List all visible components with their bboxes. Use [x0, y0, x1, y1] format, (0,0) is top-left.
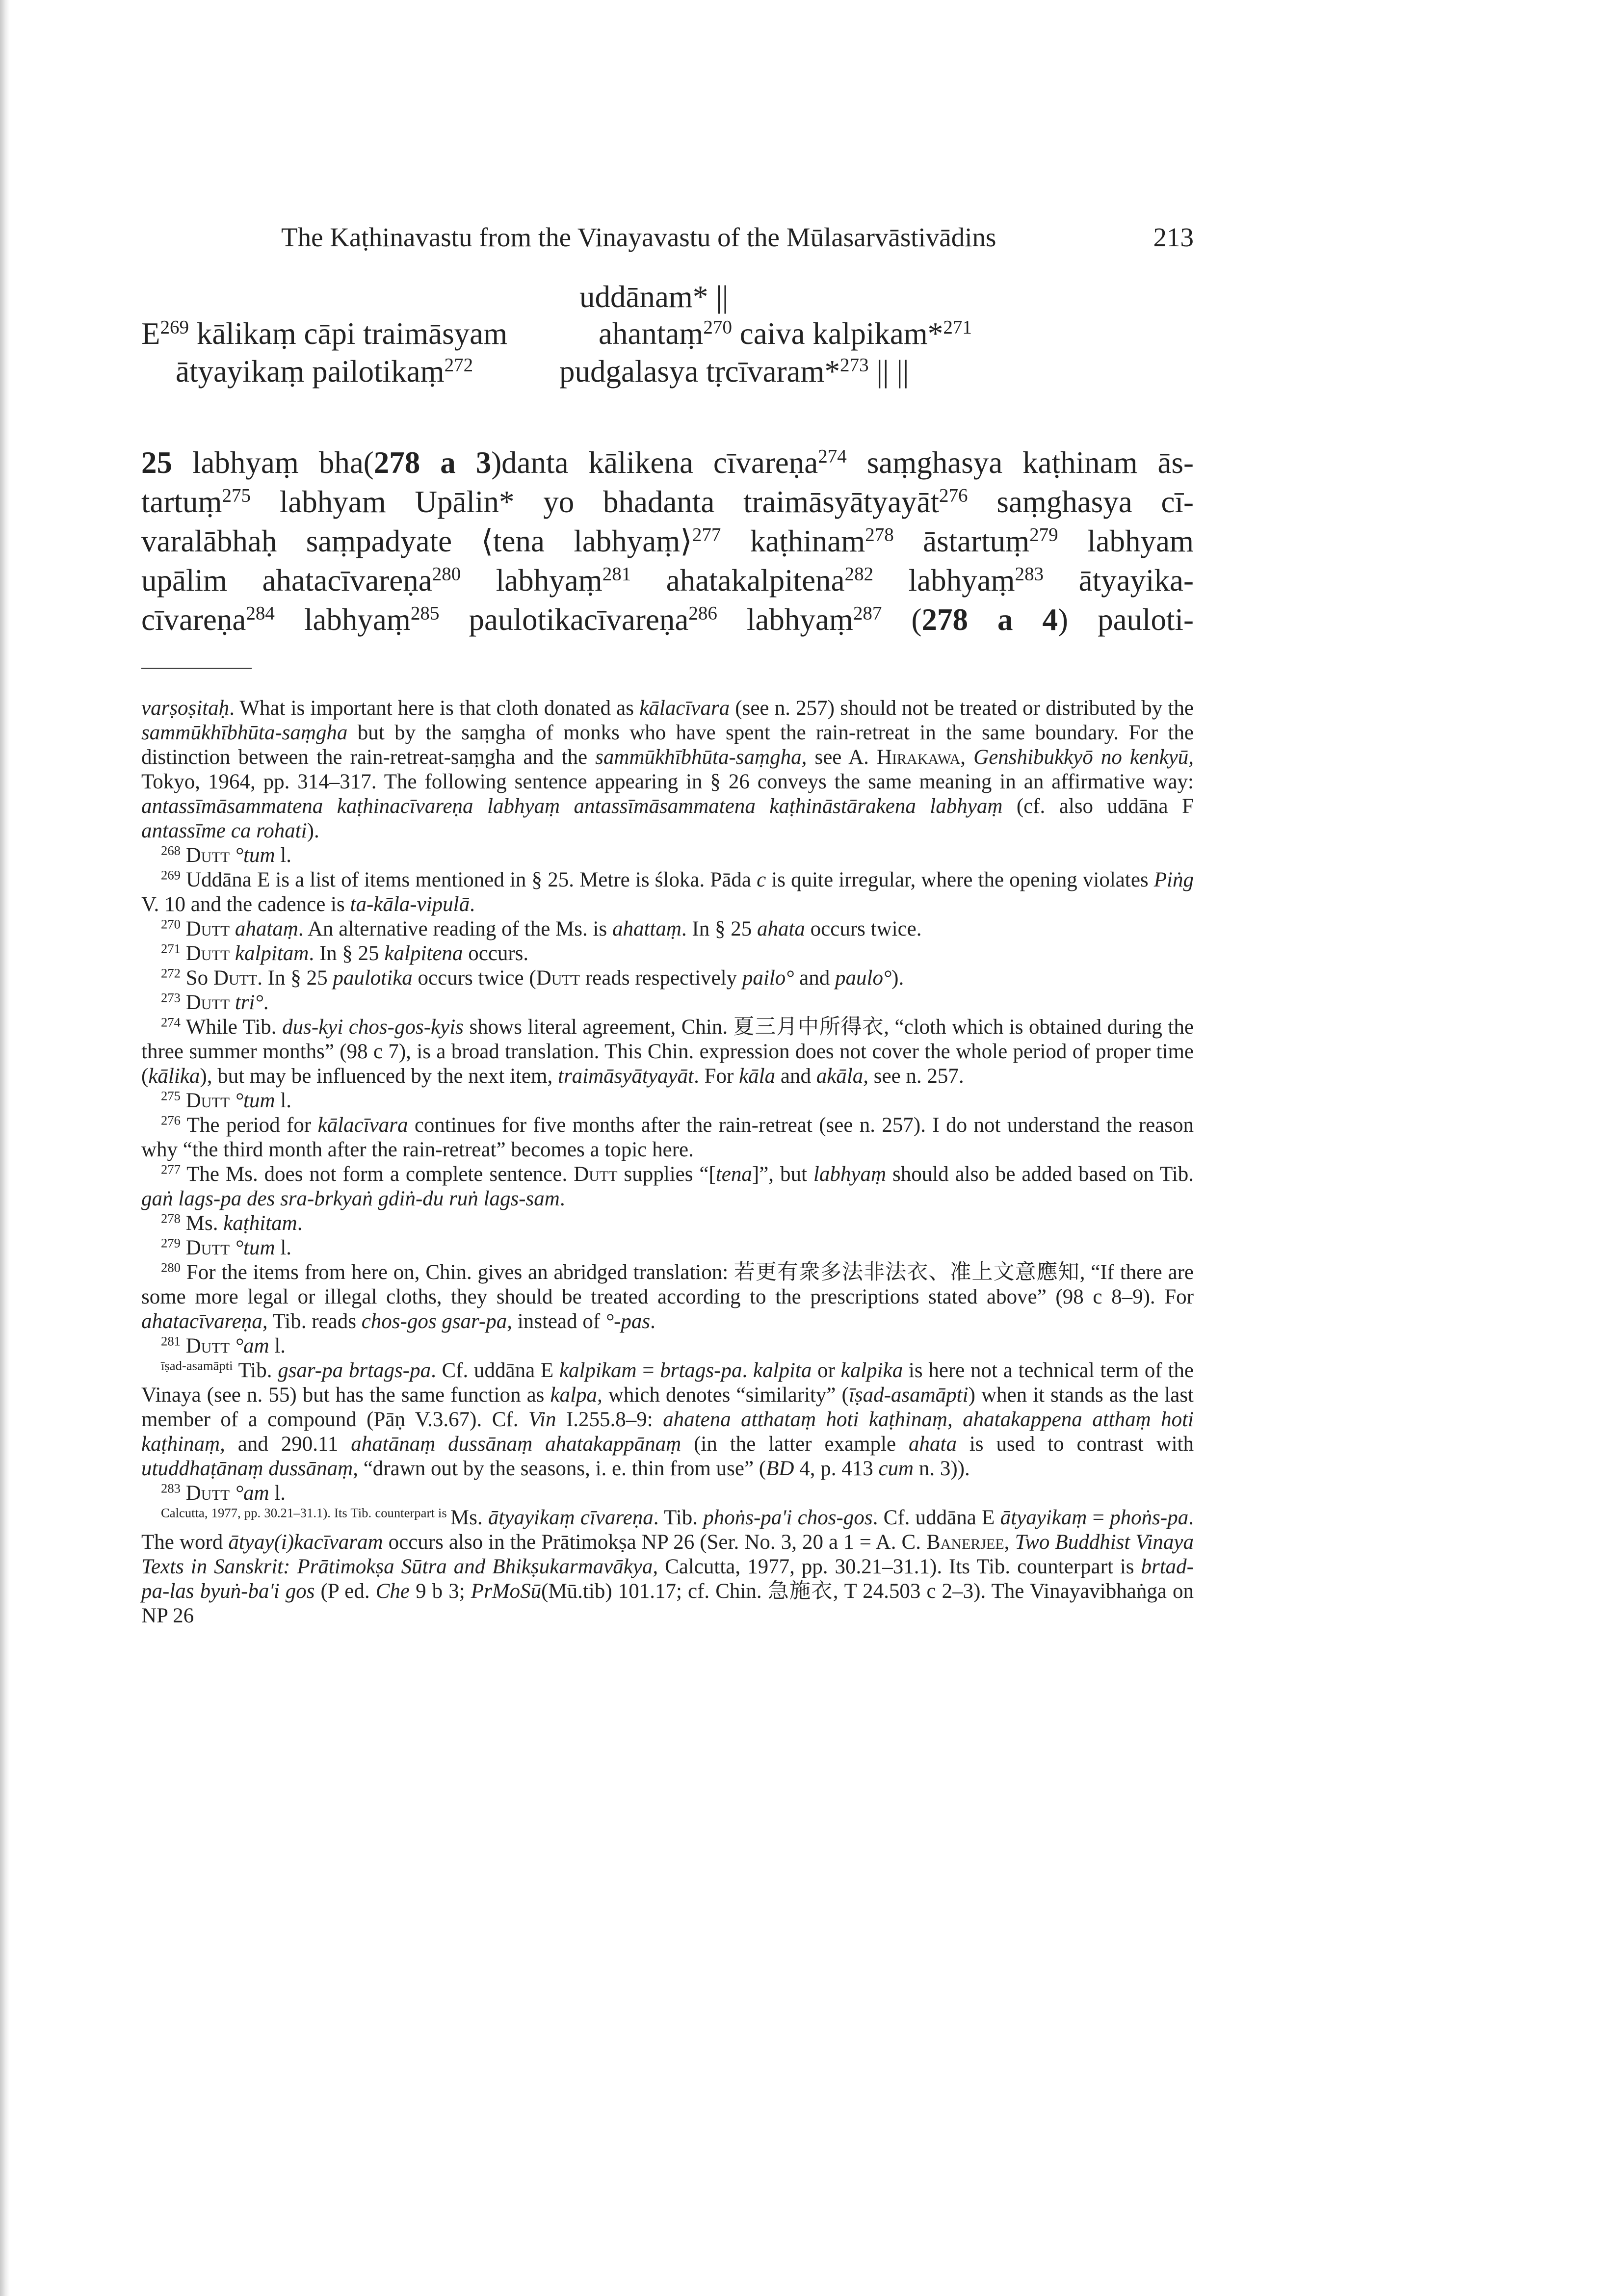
footnote-284: $^{Calcutta, 1977, pp. 30.21-31.1). Its Tib. counterpart is}$ Ms. ātyayikaṃ cīvareṇa. Tib. phoṅs-pa'i chos-gos. Cf. uddāna E ātyayikaṃ = phoṅs-pa. The word ātyay(i)kacīvaram occurs also in the Prātimokṣa NP 26 (Ser. No. 3, 20 a 1 = A. C. Banerjee, Two Buddhist Vinaya Texts in Sanskrit: Prātimokṣa Sūtra and Bhikṣukarmavākya, Calcutta, 1977, pp. 30.21–31.1). Its Tib. counterpart is brtad-pa-las byuṅ-ba'i gos (P ed. Che 9 b 3; PrMoSū(Mū.tib) 101.17; cf. Chin. 急施衣, T 24.503 c 2–3). The Vinayavibhaṅga on NP 26: [141, 1505, 1194, 1627]
footnote-276: $^{276}$ The period for kālacīvara continues for five months after the rain-retreat (see n. 257). I do not understand the reason why “the third month after the rain-retreat” becomes a topic here.: [141, 1113, 1194, 1161]
footnote-ref: 272: [444, 354, 473, 376]
footnote-274: $^{274}$ While Tib. dus-kyi chos-gos-kyis shows literal agreement, Chin. 夏三月中所得衣, “cloth which is obtained during the three summer months” (98 c 7), is a broad translation. This Chin. expression does not cover the whole period of proper time (kālika), but may be influenced by the next item, traimāsyātyayāt. For kāla and akāla, see n. 257.: [141, 1015, 1194, 1088]
footnote-continuation: varṣoṣitaḥ. What is important here is that cloth donated as kālacīvara (see n. 257) should not be treated or distributed by the sammūkhībhūta-saṃgha but by the saṃgha of monks who have spent the rain-retreat in the same boundary. For the distinction between the rain-retreat-saṃgha and the sammūkhībhūta-saṃgha, see A. Hirakawa, Genshibukkyō no kenkyū, Tokyo, 1964, pp. 314–317. The following sentence appearing in § 26 conveys the same meaning in an affirmative way: antassīmāsammatena kaṭhinacīvareṇa labhyaṃ antassīmāsammatena kaṭhināstārakena labhyaṃ (cf. also uddāna F antassīme ca rohati).: [141, 697, 1194, 842]
uddana-verse: [141, 279, 1194, 396]
main-line: upālim ahatacīvareṇa$^{280}$ labhyaṃ$^{281}$ ahatakalpitena$^{282}$ labhyaṃ$^{283}$ ātyayika-: [141, 563, 1194, 598]
footnotes: [141, 696, 1194, 1628]
page: [141, 216, 1194, 1628]
footnote-280: $^{280}$ For the items from here on, Chin. gives an abridged translation: 若更有衆多法非法衣、准上文意應知, “If there are some more legal or illegal cloths, they should be treated according to the prescriptions stated above” (98 c 8–9). For ahatacīvareṇa, Tib. reads chos-gos gsar-pa, instead of °-pas.: [141, 1260, 1194, 1333]
footnote-282: $^{īṣad-asamāpti}$ Tib. gsar-pa brtags-pa. Cf. uddāna E kalpikam = brtags-pa. kalpita or kalpika is here not a technical term of the Vinaya (see n. 55) but has the same function as kalpa, which denotes “similarity” (īṣad-asamāpti) when it stands as the last member of a compound (Pāṇ V.3.67). Cf. Vin I.255.8–9: ahatena atthataṃ hoti kaṭhinaṃ, ahatakappena atthaṃ hoti kaṭhinaṃ, and 290.11 ahatānaṃ dussānaṃ ahatakappānaṃ (in the latter example ahata is used to contrast with utuddhaṭānaṃ dussānaṃ, “drawn out by the seasons, i. e. thin from use” (BD 4, p. 413 cum n. 3)).: [141, 1358, 1194, 1480]
footnote-272: $^{272}$ So Dutt. In § 25 paulotika occurs twice (Dutt reads respectively pailo° and paulo°).: [161, 965, 904, 990]
scan-edge: [0, 0, 10, 2296]
footnote-273: $^{273}$ Dutt tri°.: [161, 990, 269, 1014]
verse-line-1b: ahantaṃ$^{270}$ caiva kalpikam*$^{271}$: [599, 316, 972, 351]
footnote-279: $^{279}$ Dutt °tum l.: [161, 1235, 292, 1259]
footnote-277: $^{277}$ The Ms. does not form a complete sentence. Dutt supplies “[tena]”, but labhyaṃ should also be added based on Tib. gaṅ lags-pa des sra-brkyaṅ gdiṅ-du ruṅ lags-sam.: [141, 1162, 1194, 1210]
footnote-ref: 270: [703, 316, 732, 338]
main-text: [141, 443, 1194, 639]
footnote-ref: 273: [840, 354, 869, 376]
main-line: varalābhaḥ saṃpadyate ⟨tena labhyaṃ⟩$^{277}$ kaṭhinam$^{278}$ āstartuṃ$^{279}$ labhyam: [141, 524, 1194, 558]
footnote-281: $^{281}$ Dutt °am l.: [161, 1333, 286, 1357]
footnote-278: $^{278}$ Ms. kaṭhitam.: [161, 1211, 303, 1235]
running-header: [141, 216, 1194, 265]
verse-line-2b: pudgalasya tṛcīvaram*$^{273}$ || ||: [559, 354, 909, 389]
page-number: 213: [1153, 222, 1194, 252]
footnote-ref: 269: [160, 316, 189, 338]
footnote-268: $^{268}$ Dutt °tum l.: [161, 843, 292, 867]
main-line: tartuṃ$^{275}$ labhyam Upālin* yo bhadanta traimāsyātyayāt$^{276}$ saṃghasya cī-: [141, 485, 1194, 519]
footnote-ref: 271: [943, 316, 972, 338]
verse-line-2a: ātyayikaṃ pailotikaṃ$^{272}$: [176, 354, 473, 389]
main-line: cīvareṇa$^{284}$ labhyaṃ$^{285}$ paulotikacīvareṇa$^{286}$ labhyaṃ$^{287}$ (278 a 4) pauloti-: [141, 602, 1194, 637]
footnote-275: $^{275}$ Dutt °tum l.: [161, 1088, 292, 1112]
footnote-269: $^{269}$ Uddāna E is a list of items mentioned in § 25. Metre is śloka. Pāda c is quite irregular, where the opening violates Piṅg V. 10 and the cadence is ta-kāla-vipulā.: [141, 867, 1194, 916]
verse-heading: uddānam* ||: [579, 280, 729, 314]
footnote-271: $^{271}$ Dutt kalpitam. In § 25 kalpitena occurs.: [161, 941, 529, 965]
main-line: 25 labhyaṃ bha(278 a 3)danta kālikena cīvareṇa$^{274}$ saṃghasya kaṭhinam ās-: [141, 445, 1194, 480]
running-title: The Kaṭhinavastu from the Vinayavastu of the Mūlasarvāstivādins: [281, 222, 996, 252]
footnote-rule: [141, 668, 252, 669]
footnote-283: $^{283}$ Dutt °am l.: [161, 1481, 286, 1505]
footnote-270: $^{270}$ Dutt ahataṃ. An alternative reading of the Ms. is ahattaṃ. In § 25 ahata occurs twice.: [161, 916, 922, 940]
verse-line-1a: $E^{269}$ kālikaṃ cāpi traimāsyam: [141, 316, 508, 351]
